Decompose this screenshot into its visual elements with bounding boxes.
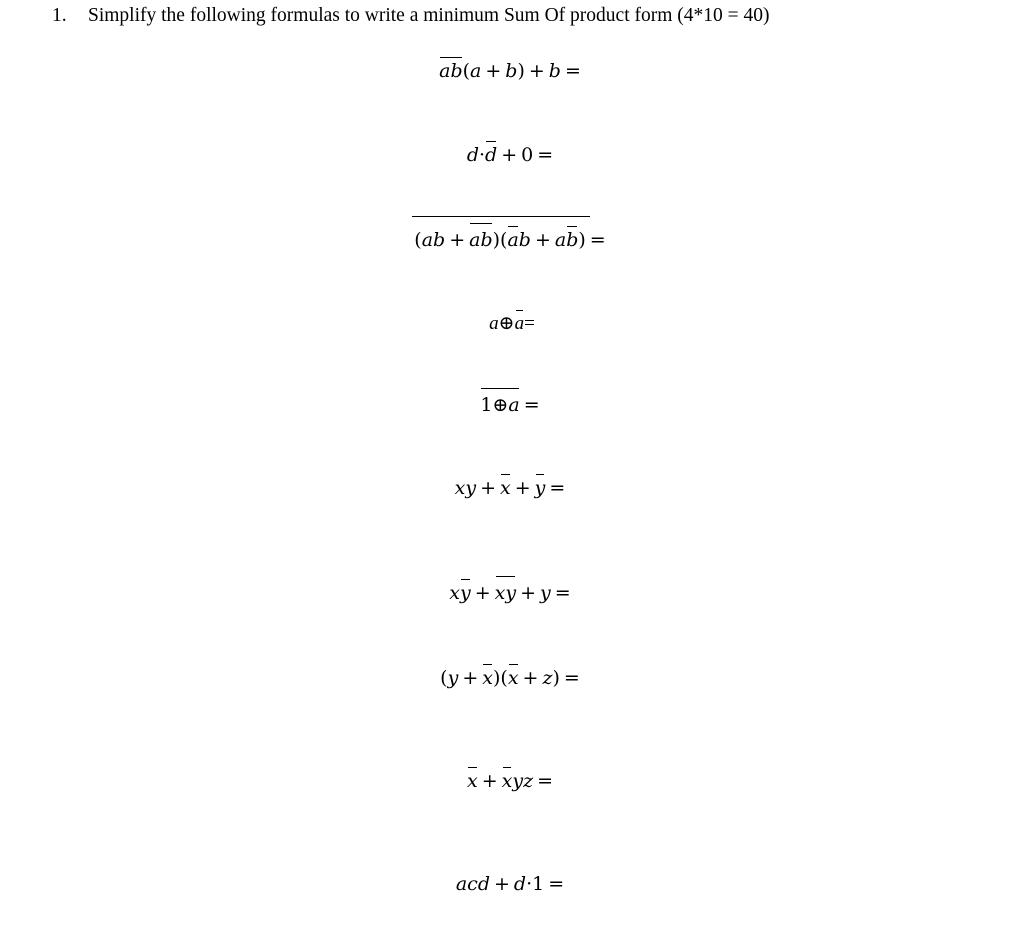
question-text: Simplify the following formulas to write a minimum Sum Of product form (4*10 = 40) xyxy=(88,5,770,26)
formula-4-a-bar: a xyxy=(514,313,525,334)
formula-10: acd + d·1 = xyxy=(455,873,565,895)
formula-2-d-bar: d xyxy=(485,144,498,166)
formula-1: ab(a + b) + b = xyxy=(439,60,581,82)
formula-1-overline-term: ab xyxy=(439,60,463,82)
question-number: 1. xyxy=(52,5,67,26)
formula-3-overline-group: (ab + ab)(ab + ab) xyxy=(414,229,586,251)
formula-7: xy + xy + y = xyxy=(449,582,571,604)
formula-6: xy + x + y = xyxy=(454,477,566,499)
formula-5: 1⊕a = xyxy=(480,394,540,416)
formula-9: x + xyz = xyxy=(466,770,554,792)
formula-8: (y + x)(x + z) = xyxy=(440,667,580,689)
formula-3: (ab + ab)(ab + ab) = xyxy=(414,229,606,251)
question-heading xyxy=(52,5,770,27)
formula-2: d·d + 0 = xyxy=(466,144,554,166)
formula-5-overline-term: 1⊕a xyxy=(480,394,520,416)
formula-4: a⊕a= xyxy=(489,313,535,334)
